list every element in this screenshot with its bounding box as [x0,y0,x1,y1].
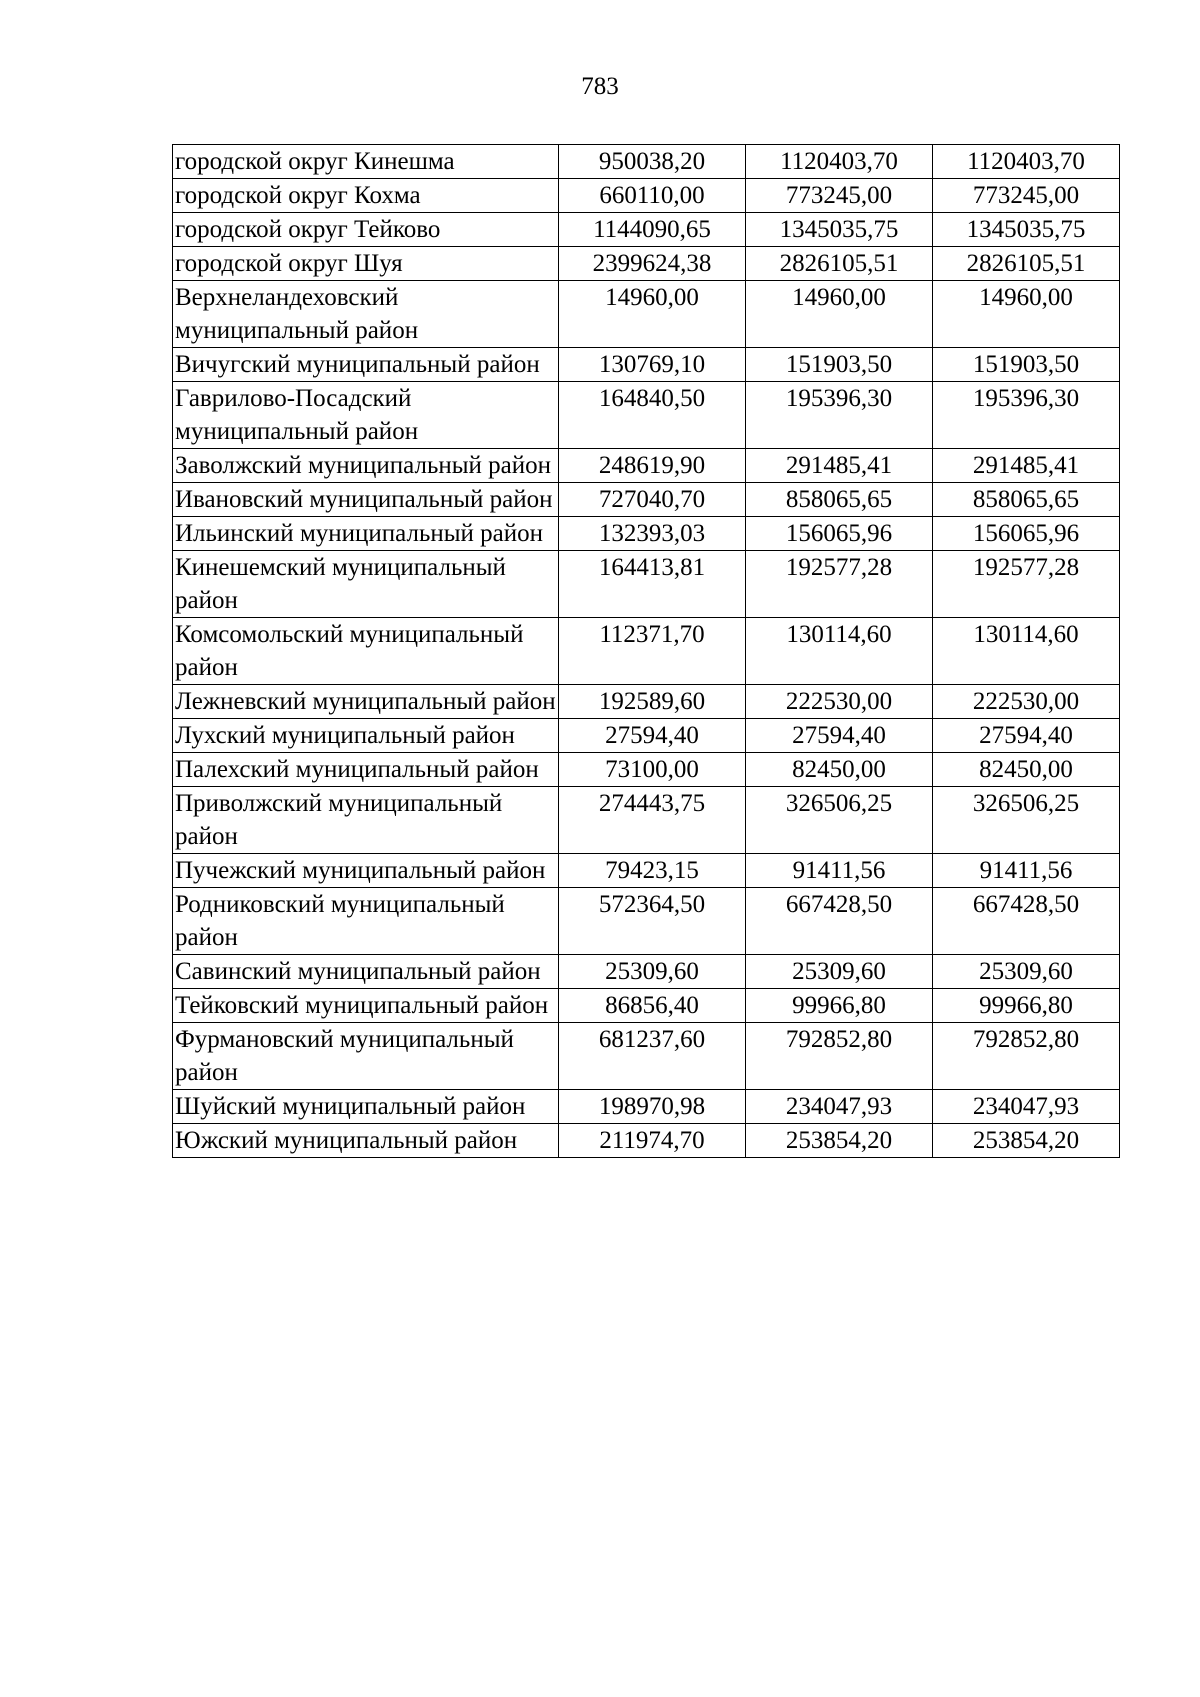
row-value-3: 222530,00 [933,685,1120,719]
row-name: городской округ Кинешма [173,145,559,179]
row-name: Приволжский муниципальный район [173,787,559,854]
row-value-3: 1345035,75 [933,213,1120,247]
table-row [173,753,1120,787]
row-value-2: 25309,60 [746,955,933,989]
page-number: 783 [581,73,619,100]
row-value-2: 234047,93 [746,1090,933,1124]
row-name: Лухский муниципальный район [173,719,559,753]
row-value-3: 291485,41 [933,449,1120,483]
table-row [173,888,1120,955]
row-name: Кинешемский муниципальный район [173,551,559,618]
row-value-1: 660110,00 [559,179,746,213]
row-value-2: 130114,60 [746,618,933,685]
row-value-2: 195396,30 [746,382,933,449]
row-value-1: 79423,15 [559,854,746,888]
row-value-2: 82450,00 [746,753,933,787]
row-value-3: 192577,28 [933,551,1120,618]
row-name: городской округ Шуя [173,247,559,281]
data-table [172,144,1120,1158]
table-row [173,787,1120,854]
table-row [173,719,1120,753]
row-value-1: 192589,60 [559,685,746,719]
row-value-3: 25309,60 [933,955,1120,989]
table-row [173,179,1120,213]
row-name: Тейковский муниципальный район [173,989,559,1023]
row-name: Ильинский муниципальный район [173,517,559,551]
row-value-3: 792852,80 [933,1023,1120,1090]
row-value-3: 234047,93 [933,1090,1120,1124]
row-value-1: 211974,70 [559,1124,746,1158]
row-value-1: 164413,81 [559,551,746,618]
row-name: городской округ Кохма [173,179,559,213]
table-row [173,449,1120,483]
row-value-3: 130114,60 [933,618,1120,685]
row-value-1: 130769,10 [559,348,746,382]
row-value-2: 222530,00 [746,685,933,719]
table-row [173,281,1120,348]
table-row [173,382,1120,449]
row-value-3: 773245,00 [933,179,1120,213]
row-name: городской округ Тейково [173,213,559,247]
row-name: Заволжский муниципальный район [173,449,559,483]
row-value-3: 27594,40 [933,719,1120,753]
table-row [173,1124,1120,1158]
row-value-2: 667428,50 [746,888,933,955]
row-value-3: 1120403,70 [933,145,1120,179]
row-name: Родниковский муниципальный район [173,888,559,955]
row-name: Лежневский муниципальный район [173,685,559,719]
row-value-1: 14960,00 [559,281,746,348]
row-value-3: 667428,50 [933,888,1120,955]
row-value-2: 99966,80 [746,989,933,1023]
table-row [173,517,1120,551]
row-value-2: 14960,00 [746,281,933,348]
row-name: Южский муниципальный район [173,1124,559,1158]
row-value-1: 681237,60 [559,1023,746,1090]
row-value-1: 950038,20 [559,145,746,179]
row-name: Верхнеландеховский муниципальный район [173,281,559,348]
row-value-2: 2826105,51 [746,247,933,281]
table-row [173,213,1120,247]
row-value-2: 192577,28 [746,551,933,618]
row-value-3: 326506,25 [933,787,1120,854]
row-value-2: 326506,25 [746,787,933,854]
row-value-1: 164840,50 [559,382,746,449]
row-value-3: 156065,96 [933,517,1120,551]
row-value-2: 792852,80 [746,1023,933,1090]
table-row [173,955,1120,989]
row-value-2: 1345035,75 [746,213,933,247]
row-value-1: 1144090,65 [559,213,746,247]
row-name: Палехский муниципальный район [173,753,559,787]
row-value-1: 198970,98 [559,1090,746,1124]
row-name: Савинский муниципальный район [173,955,559,989]
table-row [173,551,1120,618]
row-name: Пучежский муниципальный район [173,854,559,888]
row-name: Вичугский муниципальный район [173,348,559,382]
table-row [173,1023,1120,1090]
row-name: Фурмановский муниципальный район [173,1023,559,1090]
row-value-3: 2826105,51 [933,247,1120,281]
table-row [173,247,1120,281]
row-value-3: 82450,00 [933,753,1120,787]
row-value-1: 112371,70 [559,618,746,685]
row-value-2: 156065,96 [746,517,933,551]
row-value-3: 195396,30 [933,382,1120,449]
table-row [173,145,1120,179]
row-value-1: 132393,03 [559,517,746,551]
row-value-3: 253854,20 [933,1124,1120,1158]
row-value-3: 151903,50 [933,348,1120,382]
table-row [173,989,1120,1023]
table-row [173,1090,1120,1124]
row-name: Гаврилово-Посадский муниципальный район [173,382,559,449]
row-value-3: 14960,00 [933,281,1120,348]
row-value-1: 572364,50 [559,888,746,955]
row-value-2: 91411,56 [746,854,933,888]
table-row [173,483,1120,517]
row-value-1: 27594,40 [559,719,746,753]
row-value-3: 99966,80 [933,989,1120,1023]
row-value-2: 291485,41 [746,449,933,483]
row-value-3: 858065,65 [933,483,1120,517]
table-row [173,348,1120,382]
row-value-1: 25309,60 [559,955,746,989]
row-value-2: 773245,00 [746,179,933,213]
row-value-2: 151903,50 [746,348,933,382]
row-value-3: 91411,56 [933,854,1120,888]
row-value-1: 274443,75 [559,787,746,854]
row-value-1: 86856,40 [559,989,746,1023]
row-value-2: 858065,65 [746,483,933,517]
row-value-2: 1120403,70 [746,145,933,179]
row-value-2: 27594,40 [746,719,933,753]
row-value-1: 2399624,38 [559,247,746,281]
table-body [173,145,1120,1158]
row-name: Шуйский муниципальный район [173,1090,559,1124]
row-value-1: 73100,00 [559,753,746,787]
table-row [173,685,1120,719]
row-value-1: 248619,90 [559,449,746,483]
table-row [173,854,1120,888]
row-value-1: 727040,70 [559,483,746,517]
table-row [173,618,1120,685]
row-value-2: 253854,20 [746,1124,933,1158]
row-name: Комсомольский муниципальный район [173,618,559,685]
row-name: Ивановский муниципальный район [173,483,559,517]
